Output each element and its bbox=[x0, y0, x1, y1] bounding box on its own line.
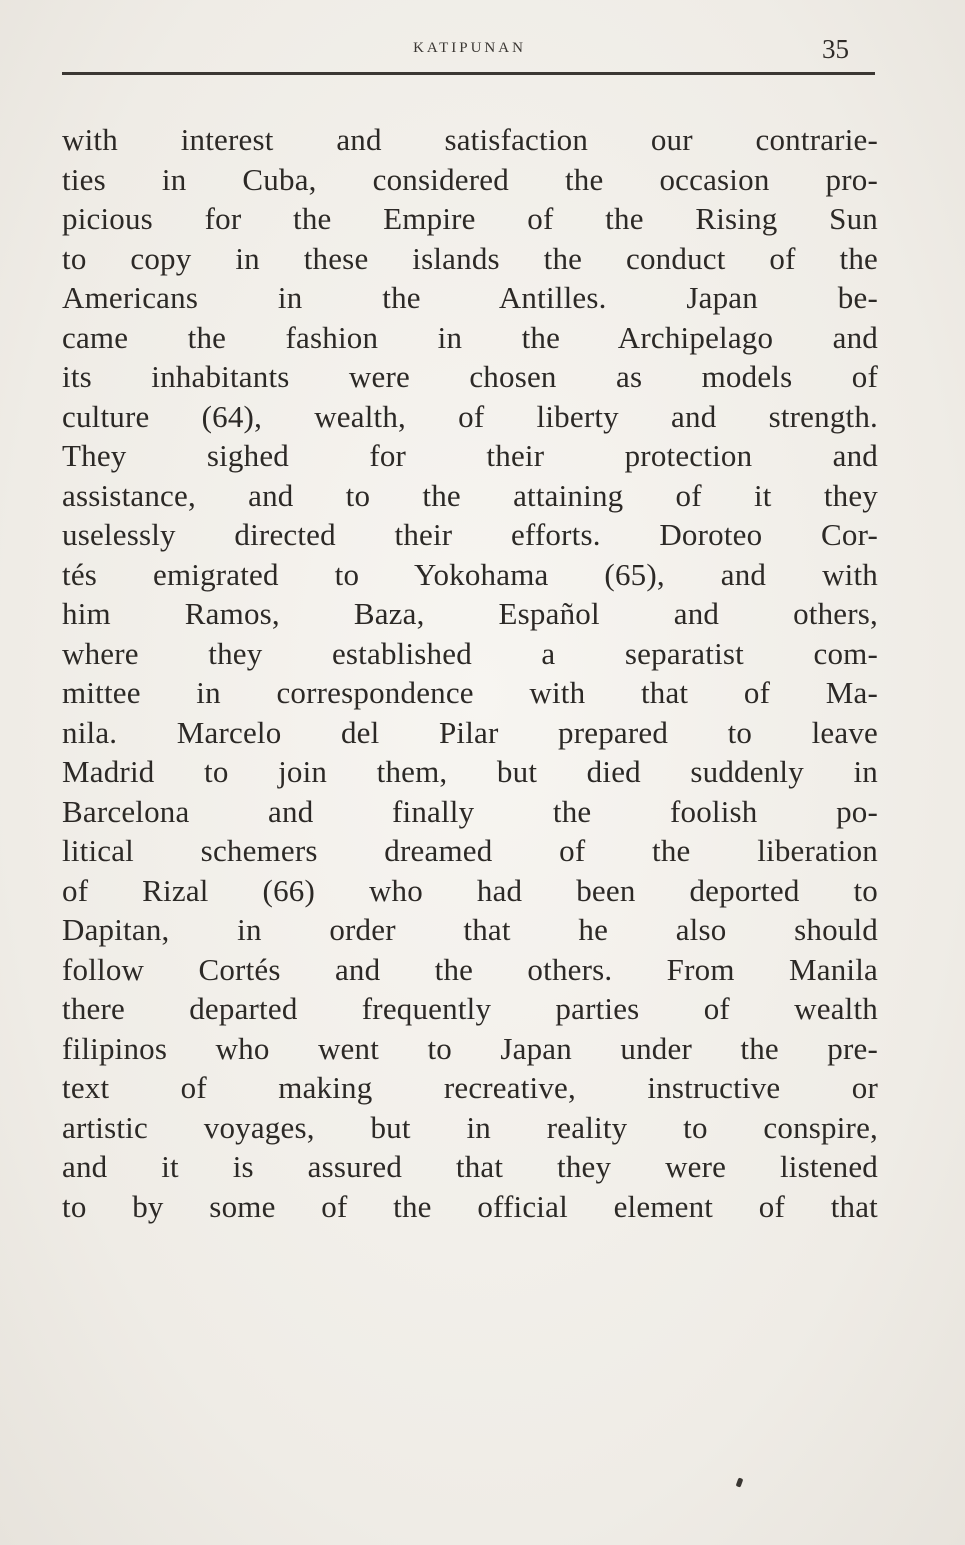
text-line: culture (64), wealth, of liberty and strength. bbox=[62, 398, 878, 434]
text-line: to by some of the official element of that bbox=[62, 1188, 878, 1224]
text-line: picious for the Empire of the Rising Sun bbox=[62, 201, 878, 236]
text-line: artistic voyages, but in reality to conspire, bbox=[62, 1109, 878, 1145]
header-rule bbox=[62, 72, 875, 75]
text-line: and it is assured that they were listened bbox=[62, 1149, 878, 1184]
text-line: Madrid to join them, but died suddenly in bbox=[62, 754, 878, 789]
running-title: KATIPUNAN bbox=[413, 40, 526, 56]
body-text bbox=[62, 120, 878, 1226]
text-line: nila. Marcelo del Pilar prepared to leave bbox=[62, 714, 878, 750]
text-line: uselessly directed their efforts. Doroteo Cor- bbox=[62, 517, 878, 552]
text-line: where they established a separatist com- bbox=[62, 635, 878, 671]
ink-speck bbox=[736, 1477, 744, 1487]
text-line: came the fashion in the Archipelago and bbox=[62, 319, 878, 355]
text-line: mittee in correspondence with that of Ma- bbox=[62, 675, 878, 710]
text-line: filipinos who went to Japan under the pre- bbox=[62, 1030, 878, 1066]
text-line: ties in Cuba, considered the occasion pro- bbox=[62, 161, 878, 197]
running-head bbox=[62, 34, 877, 70]
text-line: of Rizal (66) who had been deported to bbox=[62, 872, 878, 908]
text-line: Barcelona and finally the foolish po- bbox=[62, 793, 878, 829]
text-line: him Ramos, Baza, Español and others, bbox=[62, 596, 878, 631]
text-line: assistance, and to the attaining of it they bbox=[62, 477, 878, 513]
text-line: to copy in these islands the conduct of the bbox=[62, 240, 878, 276]
text-line: Americans in the Antilles. Japan be- bbox=[62, 280, 878, 315]
text-line: with interest and satisfaction our contrarie- bbox=[62, 122, 878, 157]
text-line: litical schemers dreamed of the liberation bbox=[62, 833, 878, 868]
text-line: Dapitan, in order that he also should bbox=[62, 912, 878, 947]
text-line: They sighed for their protection and bbox=[62, 438, 878, 473]
text-line: there departed frequently parties of wealth bbox=[62, 991, 878, 1026]
text-line: its inhabitants were chosen as models of bbox=[62, 359, 878, 394]
text-line: follow Cortés and the others. From Manila bbox=[62, 951, 878, 987]
text-line: text of making recreative, instructive or bbox=[62, 1070, 878, 1105]
page-number: 35 bbox=[822, 34, 849, 64]
text-line: tés emigrated to Yokohama (65), and with bbox=[62, 556, 878, 592]
